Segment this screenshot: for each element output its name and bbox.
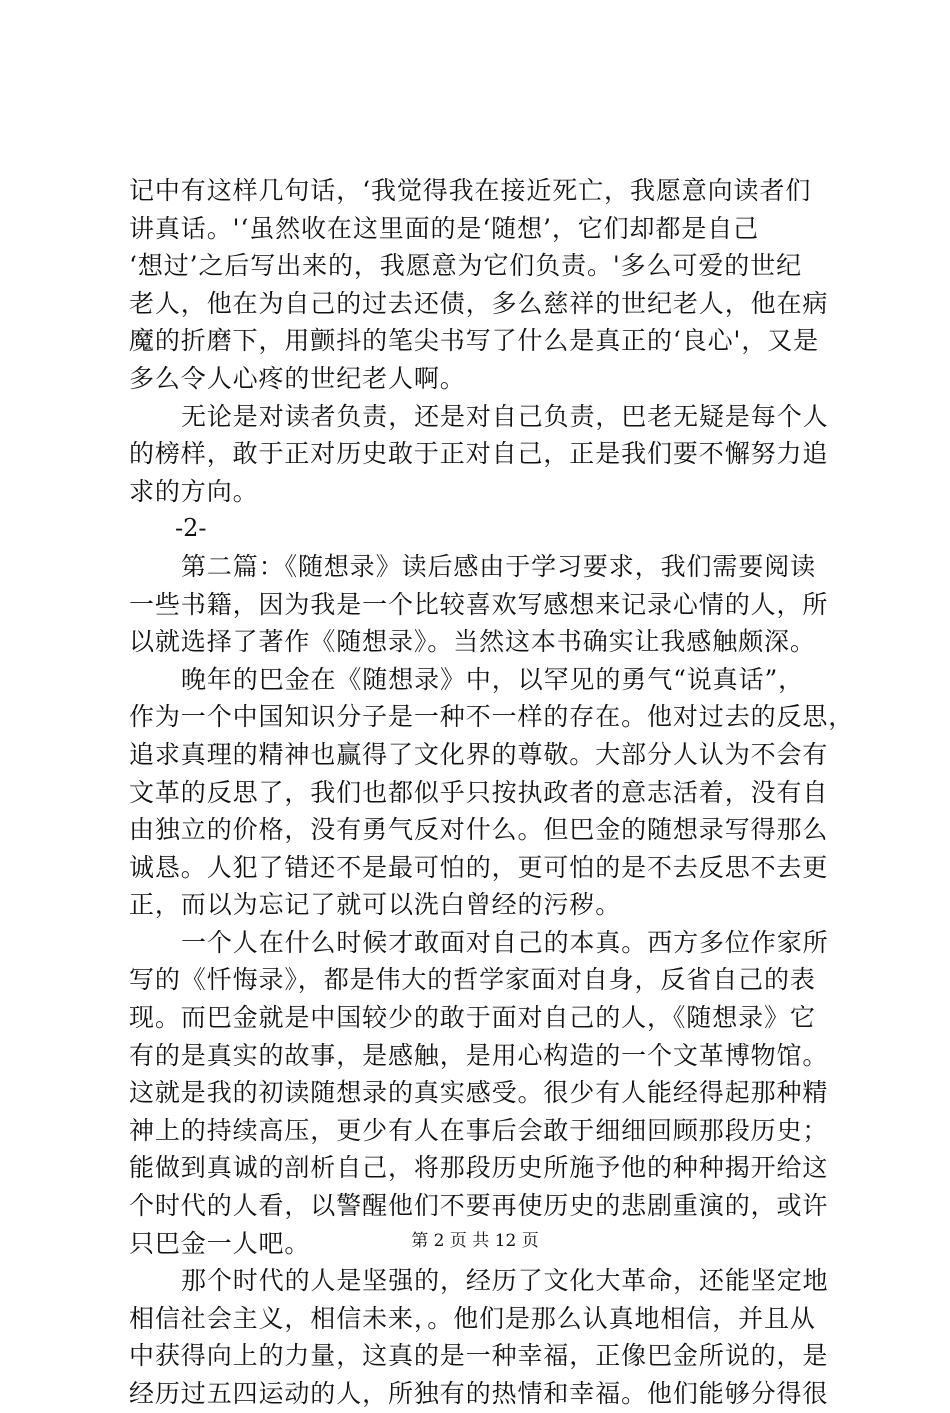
- text-line: 老人，他在为自己的过去还债，多么慈祥的世纪老人，他在病: [129, 288, 829, 318]
- text-line: 中获得向上的力量，这真的是一种幸福，正像巴金所说的，是: [129, 1341, 829, 1371]
- text-line: 以就选择了著作《随想录》。当然这本书确实让我感触颇深。: [129, 627, 816, 657]
- text-line: 由独立的价格，没有勇气反对什么。但巴金的随想录写得那么: [129, 815, 829, 845]
- text-line: 那个时代的人是坚强的，经历了文化大革命，还能坚定地: [181, 1266, 829, 1296]
- text-line: 有的是真实的故事，是感触，是用心构造的一个文革博物馆。: [129, 1040, 829, 1070]
- text-line: 诚恳。人犯了错还不是最可怕的，更可怕的是不去反思不去更: [129, 852, 829, 882]
- text-line: 正，而以为忘记了就可以洗白曾经的污秽。: [129, 890, 622, 920]
- text-line: 魔的折磨下，用颤抖的笔尖书写了什么是真正的‘良心'，又是: [129, 326, 820, 356]
- page-footer: 第 2 页 共 12 页: [411, 1231, 539, 1251]
- text-line: 只巴金一人吧。: [129, 1228, 311, 1258]
- text-line: 现。而巴金就是中国较少的敢于面对自己的人，《随想录》它: [129, 1003, 816, 1033]
- text-line: 一个人在什么时候才敢面对自己的本真。西方多位作家所: [181, 927, 829, 957]
- text-line: 文革的反思了，我们也都似乎只按执政者的意志活着，没有自: [129, 777, 829, 807]
- text-line: 神上的持续高压，更少有人在事后会敢于细细回顾那段历史；: [129, 1115, 829, 1145]
- text-line: 求的方向。: [129, 476, 259, 506]
- text-line: 讲真话。'‘虽然收在这里面的是‘随想’，它们却都是自己: [129, 213, 760, 243]
- page-number-marker: -2-: [175, 514, 207, 543]
- text-line: 经历过五四运动的人，所独有的热情和幸福。他们能够分得很: [129, 1379, 829, 1408]
- text-line: 追求真理的精神也赢得了文化界的尊敬。大部分人认为不会有: [129, 739, 829, 769]
- text-line: 记中有这样几句话，‘我觉得我在接近死亡，我愿意向读者们: [129, 176, 812, 205]
- text-line: 作为一个中国知识分子是一种不一样的存在。他对过去的反思，: [129, 702, 855, 732]
- text-line: 一些书籍，因为我是一个比较喜欢写感想来记录心情的人，所: [129, 589, 829, 619]
- text-line: ‘想过’之后写出来的，我愿意为它们负责。'多么可爱的世纪: [129, 251, 802, 281]
- text-line: 的榜样，敢于正对历史敢于正对自己，正是我们要不懈努力追: [129, 439, 829, 469]
- text-line: 写的《忏悔录》，都是伟大的哲学家面对自身，反省自己的表: [129, 965, 816, 995]
- text-line: 晚年的巴金在《随想录》中，以罕见的勇气“说真话”，: [181, 664, 805, 694]
- text-line: 多么令人心疼的世纪老人啊。: [129, 363, 466, 393]
- text-line: 这就是我的初读随想录的真实感受。很少有人能经得起那种精: [129, 1078, 829, 1108]
- text-line: 能做到真诚的剖析自己，将那段历史所施予他的种种揭开给这: [129, 1153, 829, 1183]
- text-line: 个时代的人看，以警醒他们不要再使历史的悲剧重演的，或许: [129, 1191, 829, 1221]
- text-line: 相信社会主义，相信未来，。他们是那么认真地相信，并且从: [129, 1303, 816, 1333]
- text-line: 第二篇：《随想录》读后感由于学习要求，我们需要阅读: [181, 551, 817, 581]
- text-line: 无论是对读者负责，还是对自己负责，巴老无疑是每个人: [181, 401, 829, 431]
